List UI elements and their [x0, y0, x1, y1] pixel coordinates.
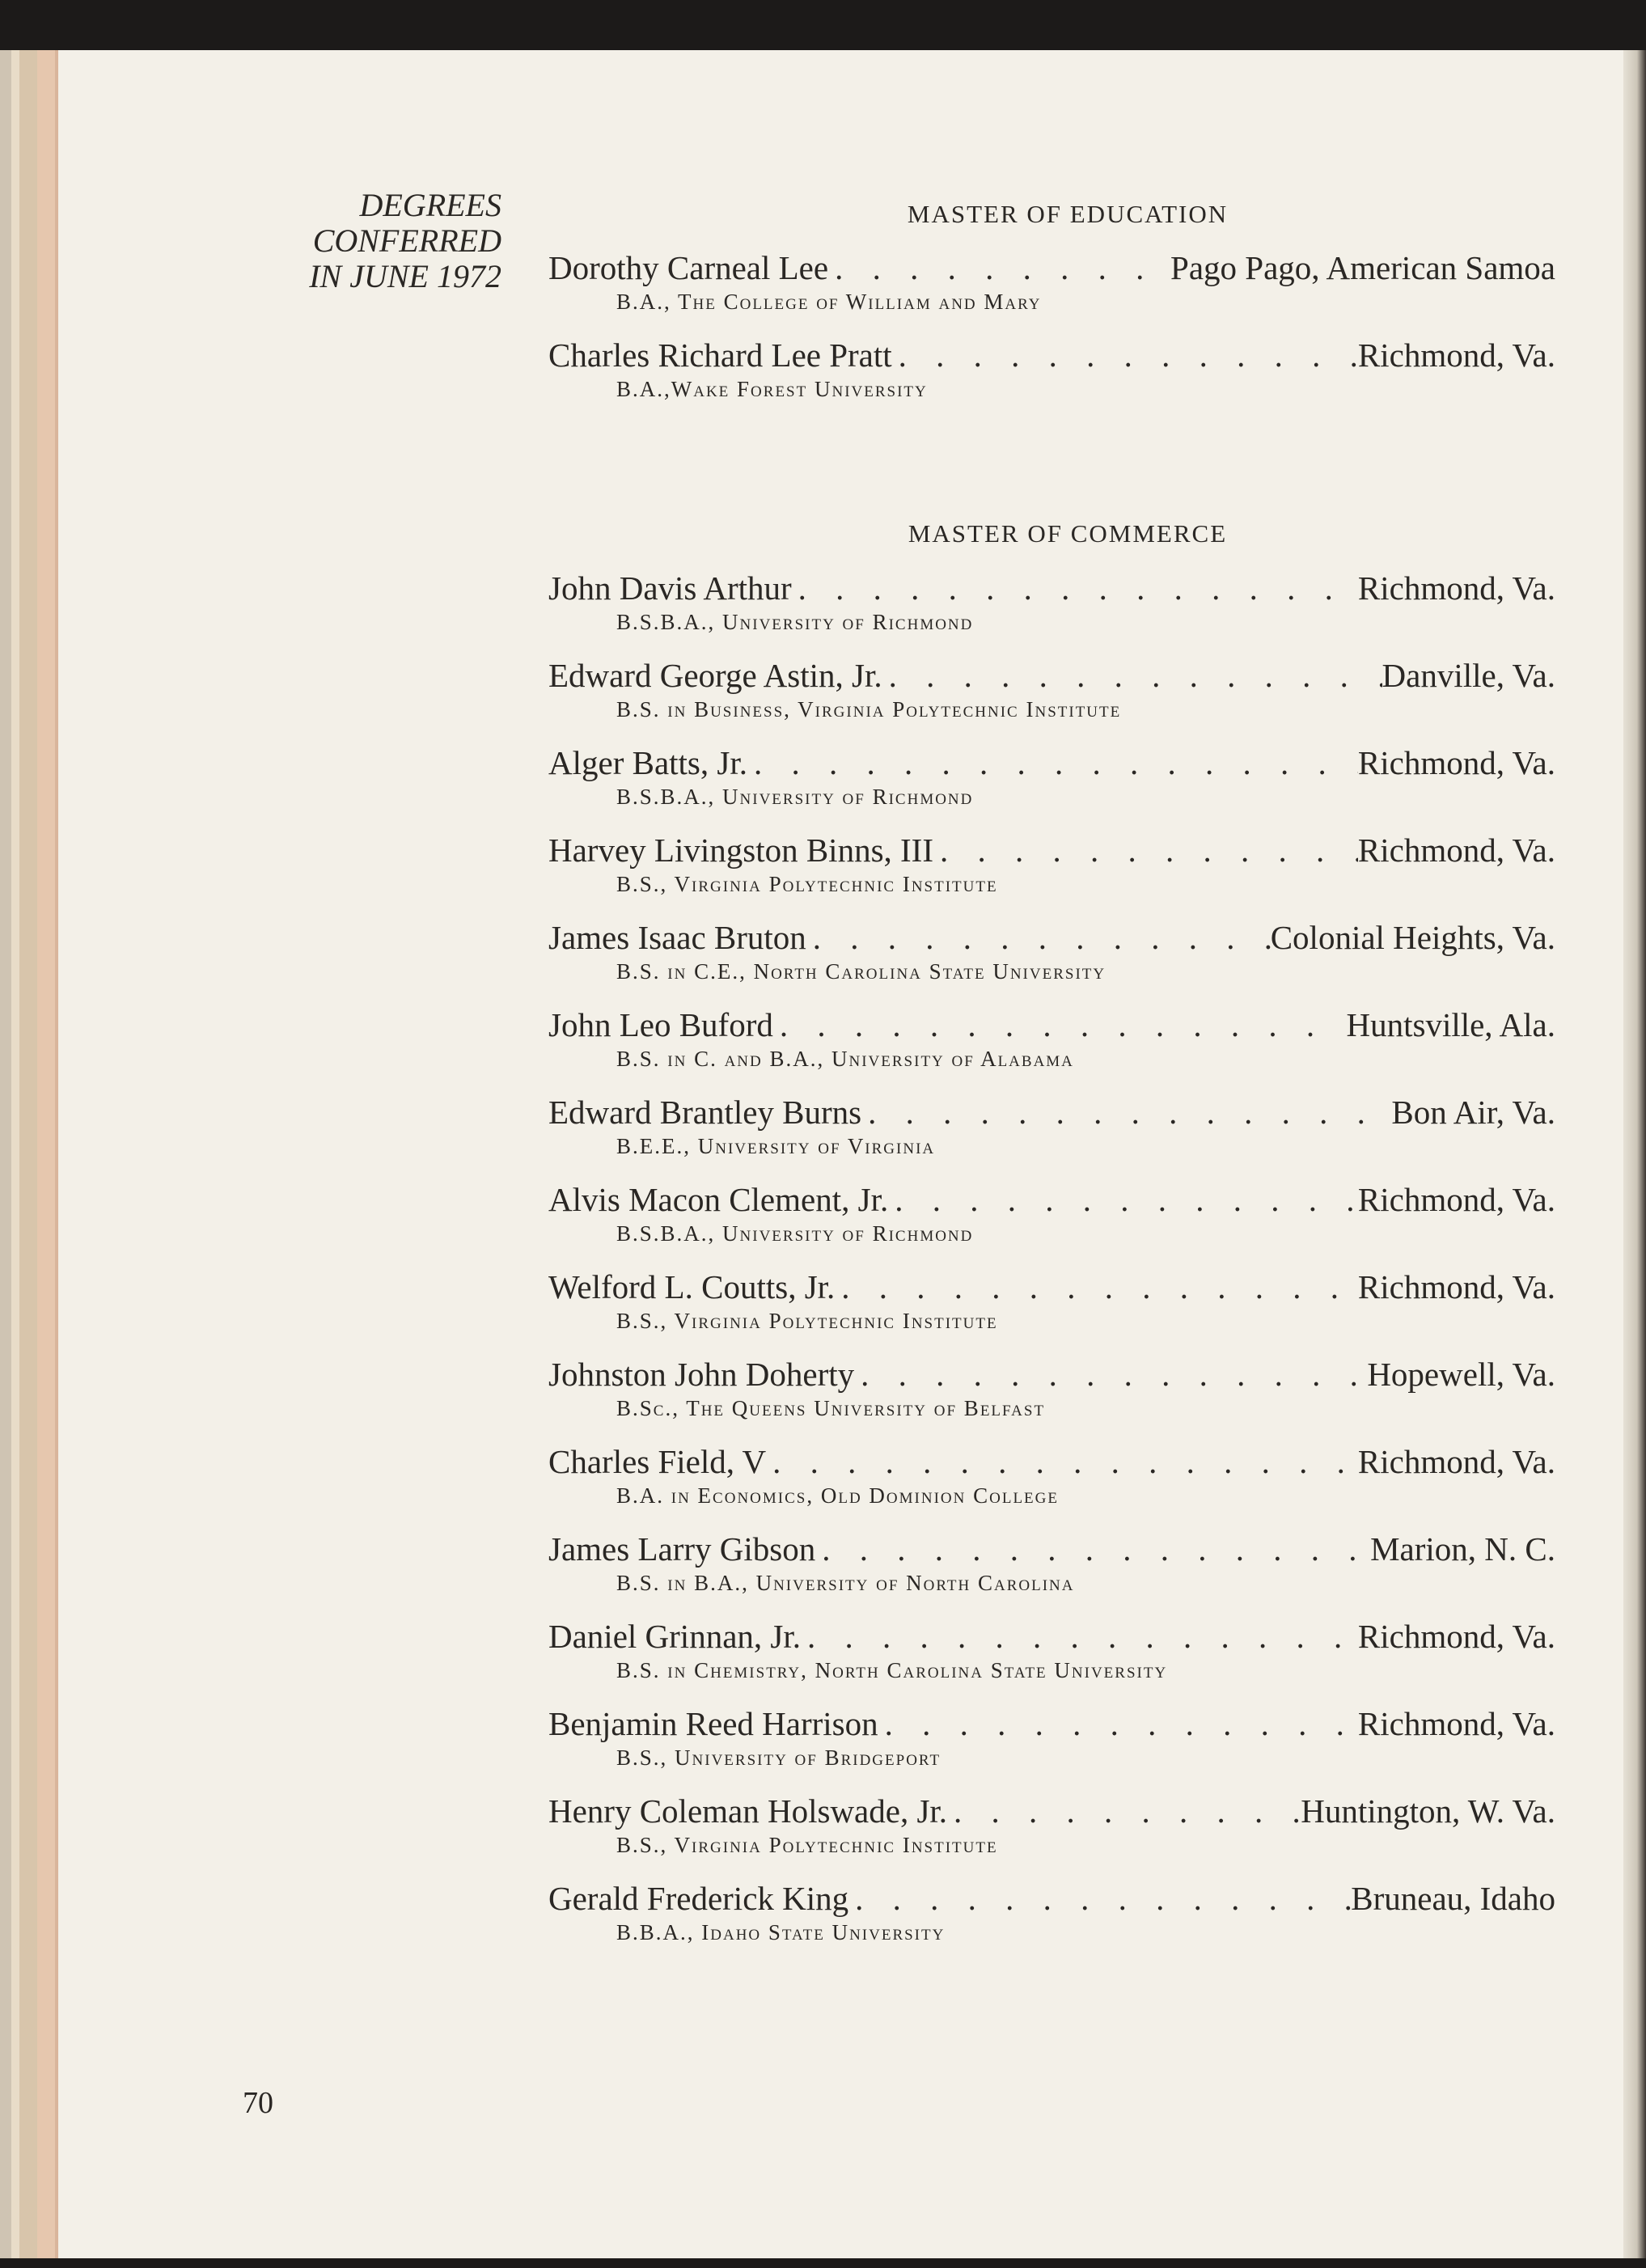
graduate-name: James Isaac Bruton — [548, 919, 806, 956]
graduate-degree: B.S.B.A., University of Richmond — [616, 610, 974, 634]
dot-leader — [892, 335, 1358, 375]
graduate-hometown: Colonial Heights, Va. — [1270, 919, 1555, 956]
graduate-degree: B.S., Virginia Polytechnic Institute — [616, 872, 998, 896]
graduate-entry — [548, 1092, 1555, 1160]
dot-leader — [947, 1791, 1301, 1831]
dot-leader — [933, 830, 1358, 870]
graduate-hometown: Danville, Va. — [1382, 657, 1555, 694]
dot-leader — [835, 1267, 1358, 1307]
graduate-entry — [548, 1354, 1555, 1422]
graduate-hometown: Richmond, Va. — [1357, 831, 1555, 869]
binding-gutter — [1623, 50, 1646, 2258]
graduate-name: James Larry Gibson — [548, 1530, 816, 1568]
graduate-name: John Davis Arthur — [548, 569, 792, 607]
dot-leader — [854, 1354, 1367, 1394]
page-number: 70 — [243, 2086, 273, 2120]
dot-leader — [888, 1179, 1358, 1220]
graduate-entry — [548, 1005, 1555, 1073]
graduate-hometown: Hopewell, Va. — [1367, 1356, 1555, 1393]
graduate-degree: B.S.B.A., University of Richmond — [616, 1221, 974, 1246]
dot-leader — [861, 1092, 1391, 1132]
graduate-degree: B.S.B.A., University of Richmond — [616, 785, 974, 809]
graduate-entry — [548, 248, 1555, 315]
graduate-name: Charles Richard Lee Pratt — [548, 336, 892, 374]
graduate-entry — [548, 1441, 1555, 1509]
graduate-name: Dorothy Carneal Lee — [548, 249, 829, 286]
graduate-name: Alvis Macon Clement, Jr. — [548, 1181, 889, 1218]
graduate-hometown: Richmond, Va. — [1357, 1268, 1555, 1305]
graduate-hometown: Richmond, Va. — [1357, 1705, 1555, 1742]
graduate-name: John Leo Buford — [548, 1006, 773, 1043]
graduate-name: Edward George Astin, Jr. — [548, 657, 882, 694]
graduate-entry — [548, 830, 1555, 898]
graduate-name: Benjamin Reed Harrison — [548, 1705, 878, 1742]
graduate-entry — [548, 1179, 1555, 1247]
dot-leader — [828, 248, 1170, 288]
side-heading-line: CONFERRED — [312, 222, 501, 259]
graduate-degree: B.A.,Wake Forest University — [616, 377, 928, 401]
graduate-hometown: Huntington, W. Va. — [1301, 1792, 1555, 1830]
graduate-name: Alger Batts, Jr. — [548, 744, 747, 781]
graduate-entry — [548, 335, 1555, 403]
graduate-degree: B.S., University of Bridgeport — [616, 1745, 941, 1770]
graduate-hometown: Richmond, Va. — [1357, 569, 1555, 607]
graduate-degree: B.S., Virginia Polytechnic Institute — [616, 1833, 998, 1857]
graduate-entry — [548, 655, 1555, 723]
graduate-hometown: Richmond, Va. — [1357, 1618, 1555, 1655]
graduate-entry — [548, 743, 1555, 810]
graduate-name: Henry Coleman Holswade, Jr. — [548, 1792, 948, 1830]
side-heading-line: DEGREES — [359, 187, 501, 223]
graduate-name: Welford L. Coutts, Jr. — [548, 1268, 836, 1305]
graduate-hometown: Bon Air, Va. — [1391, 1094, 1555, 1131]
dot-leader — [806, 917, 1271, 958]
graduate-entry — [548, 1791, 1555, 1859]
graduate-name: Gerald Frederick King — [548, 1880, 849, 1917]
graduate-degree: B.E.E., University of Virginia — [616, 1134, 936, 1158]
graduate-name: Charles Field, V — [548, 1443, 767, 1480]
dot-leader — [766, 1441, 1358, 1482]
graduate-hometown: Huntsville, Ala. — [1346, 1006, 1555, 1043]
graduate-hometown: Richmond, Va. — [1357, 1181, 1555, 1218]
book-page — [0, 50, 1646, 2258]
page-edge — [55, 50, 58, 2258]
graduate-name: Edward Brantley Burns — [548, 1094, 862, 1131]
graduate-hometown: Richmond, Va. — [1357, 1443, 1555, 1480]
graduate-hometown: Richmond, Va. — [1357, 336, 1555, 374]
graduate-name: Johnston John Doherty — [548, 1356, 855, 1393]
graduate-entry — [548, 1878, 1555, 1946]
section-title-commerce: MASTER OF COMMERCE — [908, 519, 1228, 548]
graduate-degree: B.S. in C.E., North Carolina State University — [616, 959, 1107, 984]
dot-leader — [882, 655, 1382, 696]
graduate-degree: B.S. in C. and B.A., University of Alabama — [616, 1047, 1074, 1071]
section-title-education: MASTER OF EDUCATION — [907, 200, 1229, 228]
graduate-degree: B.S. in Chemistry, North Carolina State University — [616, 1658, 1168, 1682]
dot-leader — [848, 1878, 1351, 1919]
page-edge — [19, 50, 37, 2258]
graduate-degree: B.Sc., The Queens University of Belfast — [616, 1396, 1046, 1420]
graduate-entry — [548, 1616, 1555, 1684]
graduate-hometown: Bruneau, Idaho — [1351, 1880, 1555, 1917]
graduate-name: Harvey Livingston Binns, III — [548, 831, 933, 869]
graduate-degree: B.S. in B.A., University of North Carolina — [616, 1571, 1075, 1595]
dot-leader — [815, 1529, 1370, 1569]
graduate-entry — [548, 917, 1555, 985]
graduate-degree: B.B.A., Idaho State University — [616, 1920, 946, 1944]
dot-leader — [747, 743, 1358, 783]
dot-leader — [878, 1703, 1358, 1744]
graduate-hometown: Pago Pago, American Samoa — [1170, 249, 1555, 286]
graduate-entry — [548, 568, 1555, 636]
page-edge — [0, 50, 11, 2258]
dot-leader — [773, 1005, 1347, 1045]
page-edge — [37, 50, 55, 2258]
graduate-hometown: Marion, N. C. — [1370, 1530, 1555, 1568]
graduate-degree: B.A. in Economics, Old Dominion College — [616, 1483, 1059, 1508]
graduate-name: Daniel Grinnan, Jr. — [548, 1618, 801, 1655]
graduate-entry — [548, 1267, 1555, 1335]
side-heading-line: IN JUNE 1972 — [309, 258, 501, 294]
graduate-degree: B.S., Virginia Polytechnic Institute — [616, 1309, 998, 1333]
graduate-entry — [548, 1703, 1555, 1771]
side-heading — [218, 188, 501, 294]
graduate-degree: B.S. in Business, Virginia Polytechnic Institute — [616, 697, 1122, 721]
dot-leader — [801, 1616, 1358, 1657]
page-edge — [11, 50, 19, 2258]
dot-leader — [792, 568, 1358, 608]
graduate-entry — [548, 1529, 1555, 1597]
graduate-hometown: Richmond, Va. — [1357, 744, 1555, 781]
graduate-degree: B.A., The College of William and Mary — [616, 290, 1042, 314]
